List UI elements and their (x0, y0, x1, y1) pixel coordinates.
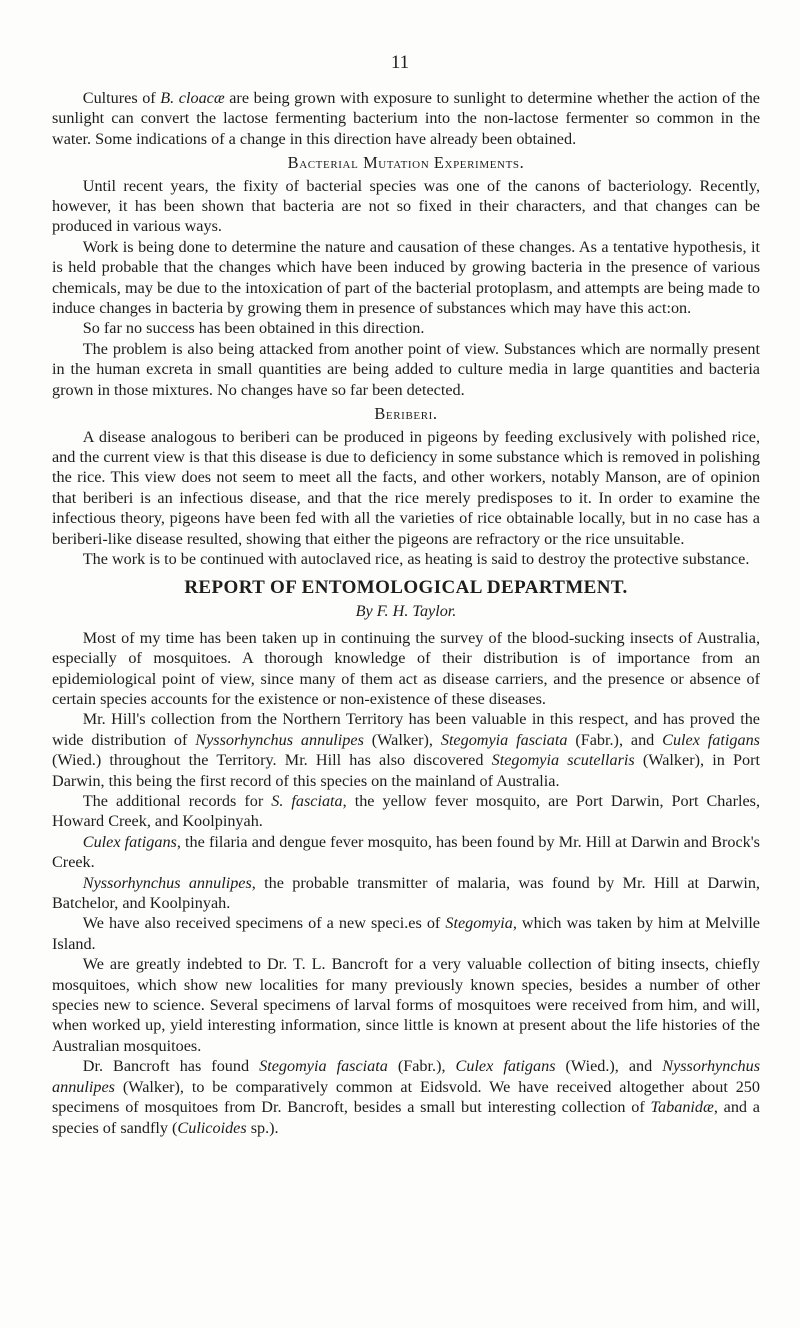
section-heading-bacterial-mutation: Bacterial Mutation Experiments. (287, 153, 525, 173)
paragraph: Until recent years, the fixity of bacterial species was one of the canons of bacteriology. Recently, however, it has been shown that bacteria are not so fixed in their characters, and that changes can be produced in various ways. (52, 176, 760, 236)
page-number: 11 (390, 52, 410, 73)
paragraph: Dr. Bancroft has found Stegomyia fasciata (Fabr.), Culex fatigans (Wied.), and Nyssorhynchus annulipes (Walker), to be comparatively common at Eidsvold. We have received altogether about 250 specimens of mosquitoes from Dr. Bancroft, besides a small but interesting collection of Tabanidæ, and a species of sandfly (Culicoides sp.). (52, 1057, 760, 1137)
section-heading-beriberi: Beriberi. (374, 404, 438, 424)
paragraph: A disease analogous to beriberi can be produced in pigeons by feeding exclusively with polished rice, and the current view is that this disease is due to deficiency in some substance which is removed in polishing the rice. This view does not seem to meet all the facts, and other workers, notably Manson, are of opinion that beriberi is an infectious disease, and that the rice merely predisposes to it. In order to examine the infectious theory, pigeons have been fed with all the varieties of rice obtainable locally, but in no case has a beriberi-like disease resulted, showing that either the pigeons are refractory or the rice unsuitable. (52, 427, 760, 548)
page-body (52, 88, 760, 1138)
paragraph: Culex fatigans, the filaria and dengue fever mosquito, has been found by Mr. Hill at Darwin and Brock's Creek. (52, 832, 760, 872)
paragraph: The additional records for S. fasciata, the yellow fever mosquito, are Port Darwin, Port Charles, Howard Creek, and Koolpinyah. (52, 792, 761, 831)
paragraph: We have also received specimens of a new speci.es of Stegomyia, which was taken by him at Melville Island. (52, 914, 760, 953)
paragraph: Most of my time has been taken up in continuing the survey of the blood-sucking insects of Australia, especially of mosquitoes. A thorough knowledge of their distribution is of importance from an epidemiological point of view, since many of them act as disease carriers, and the presence or absence of certain species accounts for the existence or non-existence of these diseases. (52, 628, 760, 708)
paragraph: Nyssorhynchus annulipes, the probable transmitter of malaria, was found by Mr. Hill at Darwin, Batchelor, and Koolpinyah. (52, 873, 760, 913)
paragraph: So far no success has been obtained in this direction. (82, 319, 425, 338)
paragraph: We are greatly indebted to Dr. T. L. Bancroft for a very valuable collection of biting insects, chiefly mosquitoes, which show new localities for many previously known species, besides a number of other species new to science. Several specimens of larval forms of mosquitoes were received from him, and will, when worked up, yield interesting information, since little is known at present about the life histories of the Australian mosquitoes. (52, 955, 760, 1055)
report-title: REPORT OF ENTOMOLOGICAL DEPARTMENT. (184, 577, 628, 599)
paragraph: The work is to be continued with autoclaved rice, as heating is said to destroy the protective substance. (82, 549, 750, 568)
paragraph: The problem is also being attacked from another point of view. Substances which are normally present in the human excreta in small quantities are being added to culture media in large quantities and bacteria grown in those mixtures. No changes have so far been detected. (52, 339, 760, 399)
paragraph: Work is being done to determine the nature and causation of these changes. As a tentative hypothesis, it is held probable that the changes which have been induced by growing bacteria in the presence of various chemicals, may be due to the intoxication of part of the bacterial protoplasm, and attempts are being made to induce changes in bacteria by growing them in presence of substances which may have this act:on. (52, 237, 760, 318)
paragraph: Mr. Hill's collection from the Northern Territory has been valuable in this respect, and has proved the wide distribution of Nyssorhynchus annulipes (Walker), Stegomyia fasciata (Fabr.), and Culex fatigans (Wied.) throughout the Territory. Mr. Hill has also discovered Stegomyia scutellaris (Walker), in Port Darwin, this being the first record of this species on the mainland of Australia. (52, 710, 760, 790)
intro-paragraph: Cultures of B. cloacæ are being grown with exposure to sunlight to determine whether the action of the sunlight can convert the lactose fermenting bacterium into the non-lactose fermenter so common in the water. Some indications of a change in this direction have already been obtained. (52, 89, 760, 148)
report-byline: By F. H. Taylor. (355, 602, 457, 621)
